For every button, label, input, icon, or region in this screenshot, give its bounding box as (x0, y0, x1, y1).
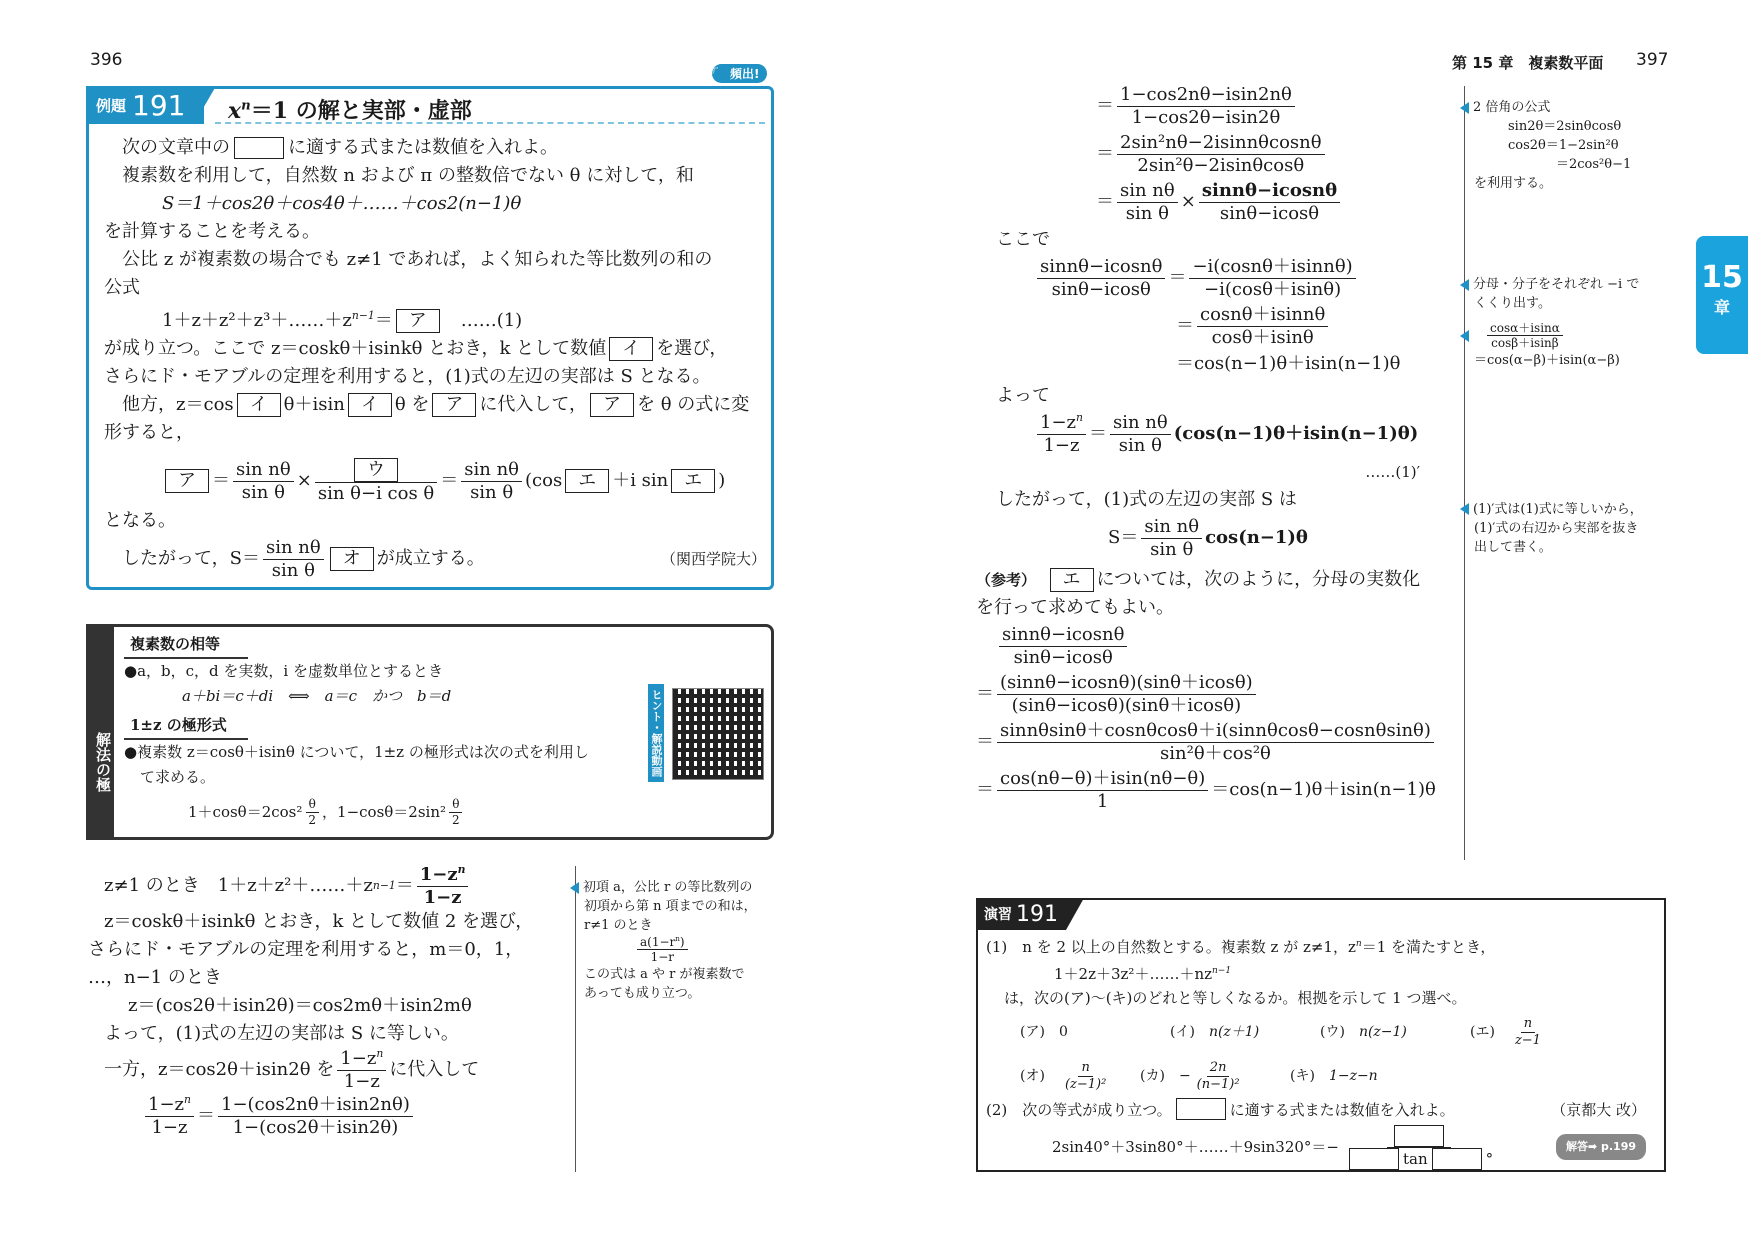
ref-blank-e[interactable]: エ (1050, 568, 1094, 592)
blank-i-2[interactable]: イ (237, 393, 281, 417)
choices-row-1: (ア) 0 (イ) n(z＋1) (ウ) n(z−1) (エ) n z−1 (1020, 1015, 1541, 1048)
frequent-badge: ☞ 頻出! (712, 64, 767, 83)
blank-a-3[interactable]: ア (590, 393, 634, 417)
blank-e-2[interactable]: エ (671, 469, 715, 493)
method-content: 複素数の相等 ●a，b，c，d を実数，i を虚数単位とするとき a＋bi＝c＋di ⟺ a＝c かつ b＝d 1±z の極形式 ●複素数 z＝cosθ＋isinθ について，1±z の極形式は次の式を利用し て求める。 1＋cosθ＝2cos² θ 2 ，1−cosθ＝2sin² θ 2 (124, 632, 589, 834)
note-arrow-icon (1460, 503, 1469, 515)
blank-a-4[interactable]: ア (165, 469, 209, 493)
exercise-blank-angle[interactable] (1432, 1148, 1482, 1170)
right-page-number: 397 (1636, 50, 1669, 70)
example-label: 例題 191 (86, 86, 204, 124)
title-underline (215, 122, 765, 124)
video-label: ヒント・解説動画 (648, 684, 664, 782)
chapter-tab[interactable]: 15 章 (1696, 236, 1748, 354)
method-side-label: 解法の極 (86, 624, 114, 840)
source: （関西学院大） (660, 550, 766, 568)
exercise-content: (1) n を 2 以上の自然数とする。複素数 z が z≠1，$z^n=1$ を満たすとき， $1+2z+3z^2+\dots\dots+nz^{n-1}$ は，次の(ア)〜(キ)のどれと等しくなるか。根拠を示して 1 つ選べ。 (ア) 0 (イ) n(z＋1) (ウ) n(z−1) (エ) n z−1 (オ) n (z−1)² (カ) − $\frac{2n}{\text{(n−1)²}}$ (キ) 1−z−n (2) 次の等式が成り立つ。 に適する式または数値を入れよ。 （京都大 改） 2sin40°＋3sin80°＋……＋9sin320°＝− tan ° 解答➡ p.199 (986, 932, 1656, 1172)
blank-i[interactable]: イ (609, 337, 653, 361)
note-arrow-icon (1460, 330, 1469, 342)
blank-e[interactable]: エ (565, 469, 609, 493)
blank-o[interactable]: オ (330, 547, 374, 571)
blank-a-2[interactable]: ア (432, 393, 476, 417)
exercise-blank[interactable] (1176, 1098, 1226, 1120)
blank-a[interactable]: ア (396, 309, 440, 333)
example-text: 次の文章中の に適する式または数値を入れよ。 複素数を利用して，自然数 n および π の整数倍でない θ に対して，和 S＝1＋cos2θ＋cos4θ＋……＋cos2(n−1)θ を計算することを考える。 公比 z が複素数の場合でも z≠1 であれば，よく知られた等比数列の和の 公式 $1+z+z^2+z^3+\dots\dots+z^{n-1}=$ ア ……(1) が成り立つ。ここで z＝coskθ＋isinkθ とおき，k として数値 イ を選び， さらにド・モアブルの定理を利用すると，(1)式の左辺の実部は S となる。 他方，z＝cos イ θ＋isin イ θ を ア に代入して， ア を θ の式に変 形すると， ア ＝ sin nθ sin θ × ウ sin θ−i cos θ ＝ sin nθ sin θ (cos エ ＋i sin エ ) となる。 したがって，S＝ sin nθ sin θ オ が成立する。 （関西学院大） (104, 137, 766, 581)
left-side-notes: 初項 a，公比 r の等比数列の 初項から第 n 項までの和は， r≠1 のとき $\frac{a(1-r^n)}{1-r}$ この式は a や r が複素数で あっても成り立つ。 (570, 878, 780, 1003)
label-slant (194, 86, 216, 124)
blank-i-3[interactable]: イ (348, 393, 392, 417)
exercise-blank-den[interactable] (1349, 1148, 1399, 1170)
example-title: $x^n=1$ の解と実部・虚部 (228, 98, 472, 124)
hand-icon: ☞ (706, 61, 720, 79)
answer-reference[interactable]: 解答➡ p.199 (1556, 1134, 1646, 1160)
note-arrow-icon (1460, 102, 1469, 114)
chapter-heading: 第 15 章 複素数平面 (1452, 54, 1604, 72)
solution-right: ＝ 1−cos2nθ−isin2nθ 1−cos2θ−isin2θ ＝ 2sin²nθ−2isinnθcosnθ 2sin²θ−2isinθcosθ ＝ sin nθ sin θ × sinnθ−icosnθ sinθ−icosθ ここで sinnθ−icosnθ sinθ−icosθ ＝ −i(cosnθ＋isinnθ) −i(cosθ＋isinθ) ＝ cosnθ＋isinnθ cosθ＋isinθ ＝cos(n−1)θ＋isin(n−1)θ よって $1-z^n$ 1−z ＝ sin nθ sin θ (cos(n−1)θ＋isin(n−1)θ) ……(1)′ したがって，(1)式の左辺の実部 S は S＝ sin nθ sin θ cos(n−1)θ （参考） エ については，次のように，分母の実数化 を行って求めてもよい。 sinnθ−icosnθ sinθ−icosθ ＝ (sinnθ−icosnθ)(sinθ＋icosθ) (sinθ−icosθ)(sinθ＋icosθ) ＝ sinnθsinθ＋cosnθcosθ＋i(sinnθcosθ−cosnθsinθ) sin²θ＋cos²θ ＝ cos(nθ−θ)＋isin(nθ−θ) 1 ＝cos(n−1)θ＋isin(n−1)θ (976, 83, 1436, 812)
right-side-notes: 2 倍角の公式 sin2θ＝2sinθcosθ cos2θ＝1−2sin²θ ＝2cos²θ−1 を利用する。 分母・分子をそれぞれ −i で くくり出す。 cosα＋isinα cosβ＋isinβ ＝cos(α−β)＋isin(α−β) (1)′式は(1)式に等しいから， (1)′式の右辺から実部を抜き 出して書く。 (1460, 98, 1690, 557)
blank-box[interactable] (234, 137, 284, 159)
blank-u[interactable]: ウ (354, 458, 398, 482)
exercise-label: 演習 191 (976, 898, 1066, 930)
qr-code-icon[interactable] (672, 688, 764, 780)
choices-row-2: (オ) n (z−1)² (カ) − $\frac{2n}{\text{(n−1)²}}$ (キ) 1−z−n (1020, 1059, 1378, 1092)
left-page-number: 396 (90, 50, 123, 70)
note-arrow-icon (570, 882, 579, 894)
exercise-slant (1066, 898, 1084, 930)
solution-left: z≠1 のとき 1＋z＋z²＋……＋z n−1 ＝ $1-z^n$ 1−z z＝coskθ＋isinkθ とおき，k として数値 2 を選び， さらにド・モアブルの定理を利用すると，m＝0，1， …，n−1 のとき z＝(cos2θ＋isin2θ)＝cos2mθ＋isin2mθ よって，(1)式の左辺の実部は S に等しい。 一方，z＝cos2θ＋isin2θ を $1-z^n$ 1−z に代入して $1-z^n$ 1−z ＝ 1−(cos2nθ＋isin2nθ) 1−(cos2θ＋isin2θ) (88, 862, 534, 1138)
note-arrow-icon (1460, 279, 1469, 291)
exercise-blank-num[interactable] (1394, 1125, 1444, 1147)
example-formula: ア ＝ sin nθ sin θ × ウ sin θ−i cos θ ＝ sin nθ sin θ (cos エ ＋i sin エ ) (104, 455, 766, 507)
